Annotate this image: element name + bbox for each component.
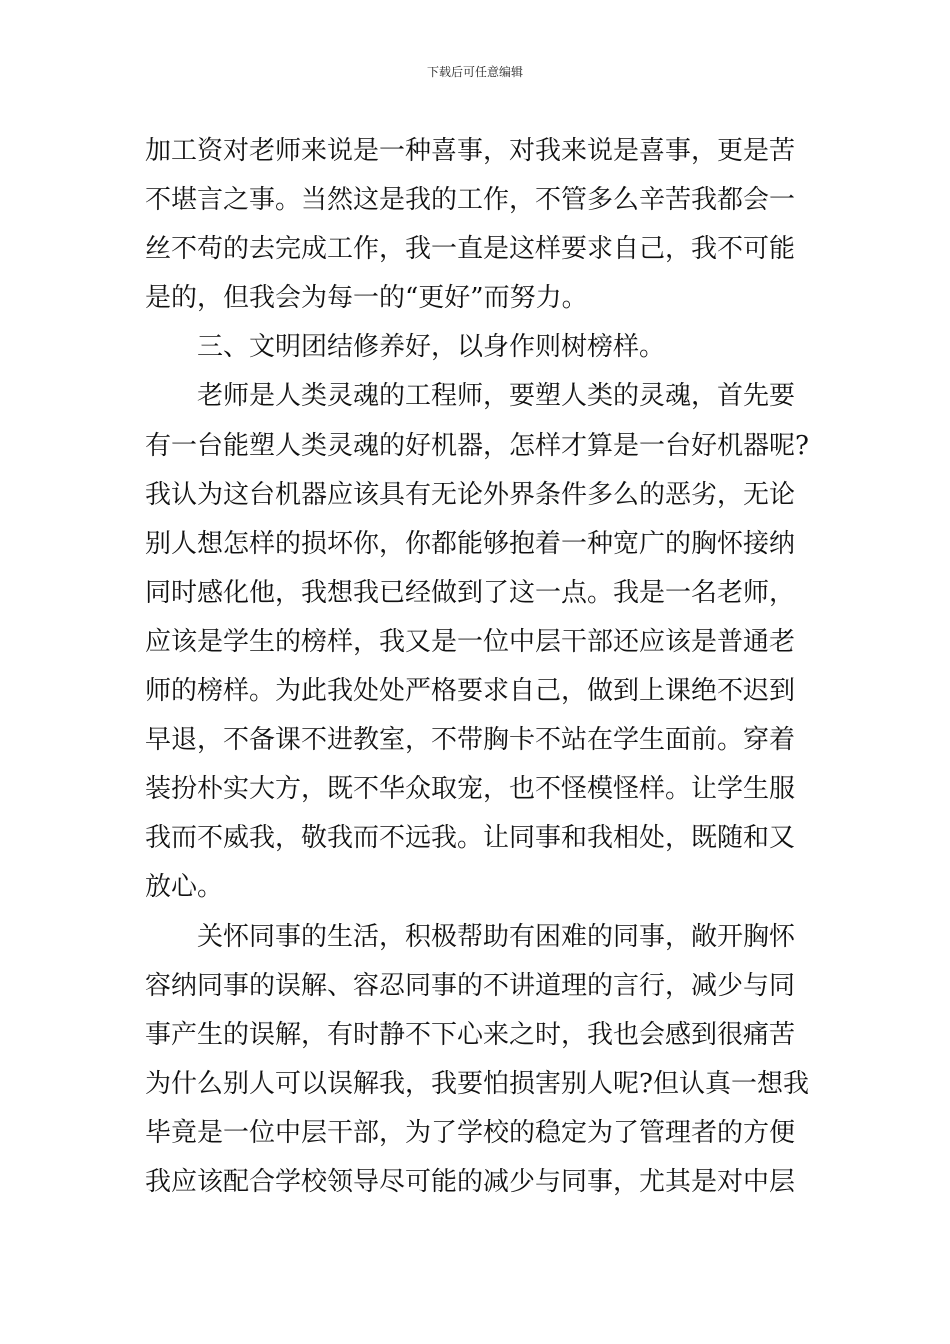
text-line: 我认为这台机器应该具有无论外界条件多么的恶劣，无论: [145, 479, 796, 510]
text-line: 有一台能塑人类灵魂的好机器，怎样才算是一台好机器呢?: [145, 430, 809, 461]
page-header: 下载后可任意编辑: [426, 65, 523, 79]
text-line: 为什么别人可以误解我，我要怕损害别人呢?但认真一想我: [145, 1068, 809, 1099]
text-line: 三、文明团结修养好，以身作则树榜样。: [197, 332, 666, 363]
body-text: [145, 127, 809, 1207]
text-line: 放心。: [145, 872, 224, 903]
text-line: 容纳同事的误解、容忍同事的不讲道理的言行，减少与同: [145, 970, 796, 1001]
text-line: 我而不威我，敬我而不远我。让同事和我相处，既随和又: [145, 823, 796, 854]
text-line: 师的榜样。为此我处处严格要求自己，做到上课绝不迟到: [145, 676, 796, 707]
text-line: 早退，不备课不进教室，不带胸卡不站在学生面前。穿着: [145, 725, 796, 756]
text-line: 不堪言之事。当然这是我的工作，不管多么辛苦我都会一: [145, 185, 796, 216]
text-line: 毕竟是一位中层干部，为了学校的稳定为了管理者的方便: [145, 1117, 796, 1148]
text-line: 别人想怎样的损坏你，你都能够抱着一种宽广的胸怀接纳: [145, 528, 796, 559]
text-line: 同时感化他，我想我已经做到了这一点。我是一名老师，: [145, 577, 796, 608]
text-line: 是的，但我会为每一的“更好”而努力。: [145, 283, 588, 314]
text-line: 我应该配合学校领导尽可能的减少与同事，尤其是对中层: [145, 1166, 796, 1197]
text-line: 丝不苟的去完成工作，我一直是这样要求自己，我不可能: [145, 234, 796, 265]
text-line: 事产生的误解，有时静不下心来之时，我也会感到很痛苦: [145, 1019, 796, 1050]
text-line: 老师是人类灵魂的工程师，要塑人类的灵魂，首先要: [197, 381, 796, 412]
text-line: 应该是学生的榜样，我又是一位中层干部还应该是普通老: [145, 626, 796, 657]
text-line: 装扮朴实大方，既不华众取宠，也不怪模怪样。让学生服: [145, 774, 796, 805]
text-line: 关怀同事的生活，积极帮助有困难的同事，敞开胸怀: [197, 921, 796, 952]
text-line: 加工资对老师来说是一种喜事，对我来说是喜事，更是苦: [145, 136, 796, 166]
